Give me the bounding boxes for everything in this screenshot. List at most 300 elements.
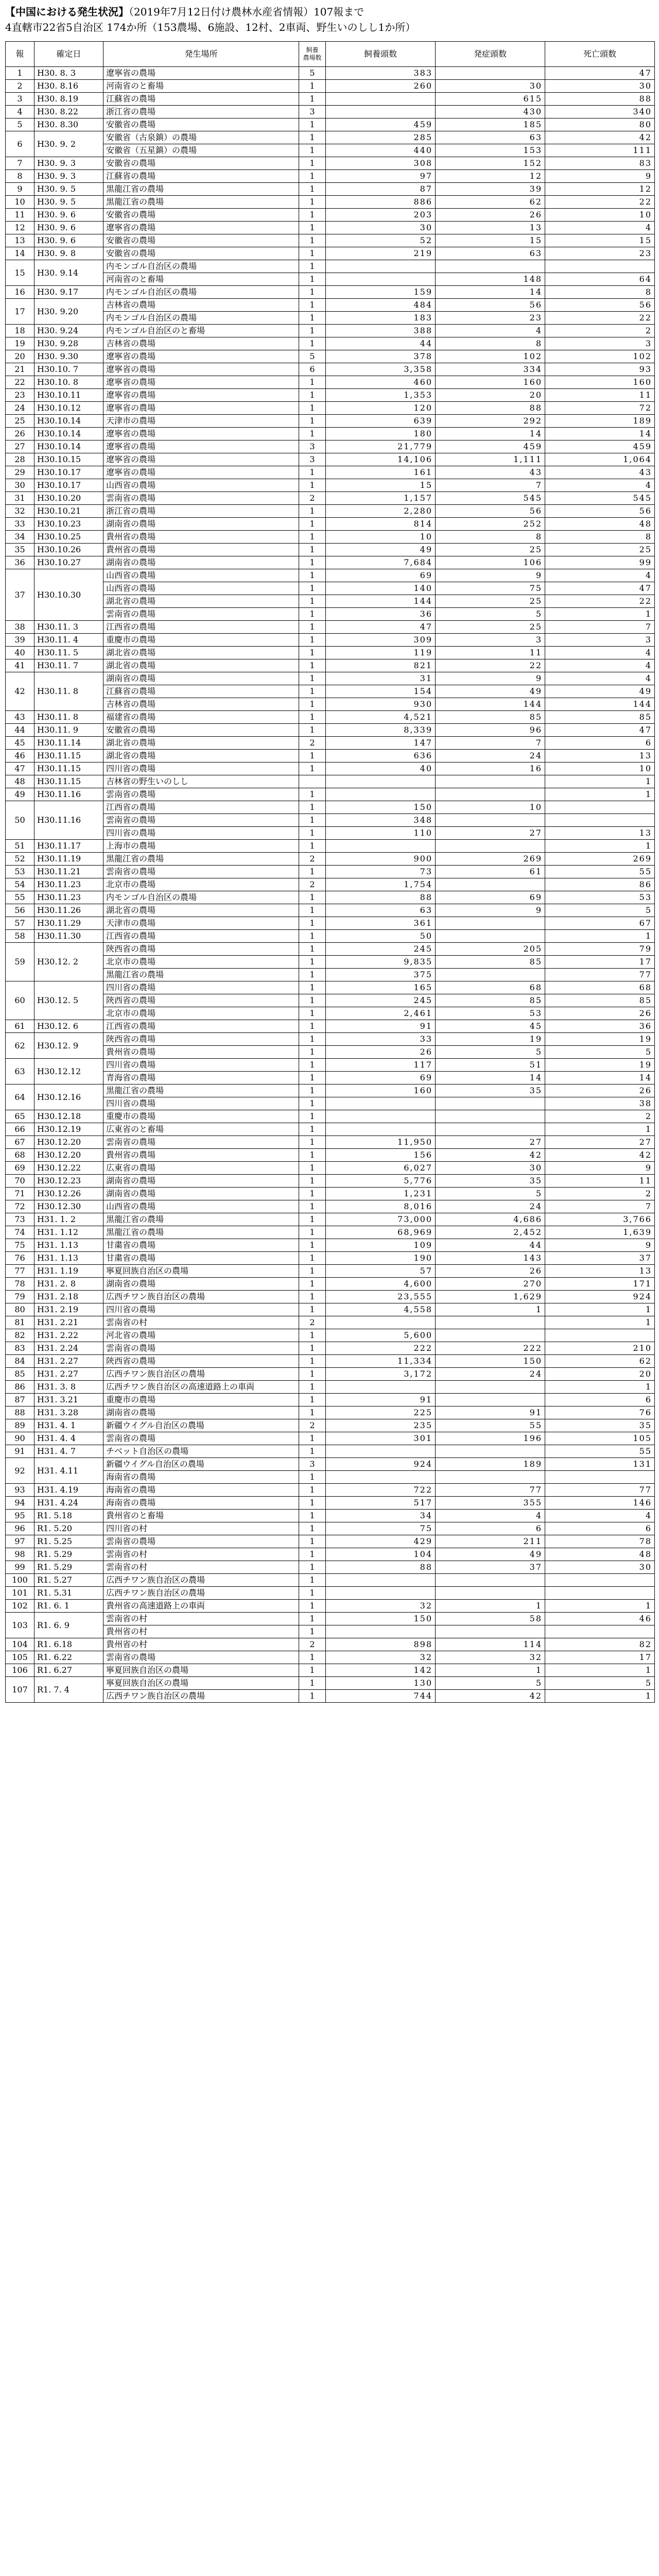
location-cell: 寧夏回族自治区の農場 [103, 1677, 299, 1690]
header-line-1 [5, 4, 654, 20]
dead-count-cell: 14 [545, 1072, 655, 1084]
sick-count-cell [436, 1587, 545, 1600]
sick-count-cell: 63 [436, 247, 545, 260]
farm-count-cell: 1 [299, 621, 326, 634]
table-row [6, 1471, 655, 1484]
confirm-date-cell: H30.11. 3 [34, 621, 103, 634]
raised-count-cell [326, 1574, 436, 1587]
report-no-cell: 47 [6, 762, 34, 775]
farm-count-cell: 1 [299, 569, 326, 582]
farm-count-cell: 1 [299, 389, 326, 402]
confirm-date-cell: H30.11.14 [34, 737, 103, 750]
table-row [6, 1226, 655, 1239]
dead-count-cell: 56 [545, 299, 655, 312]
sick-count-cell [436, 260, 545, 273]
table-row [6, 1638, 655, 1651]
confirm-date-cell: H30.10.17 [34, 466, 103, 479]
farm-count-cell: 1 [299, 1084, 326, 1097]
report-no-cell: 105 [6, 1651, 34, 1664]
confirm-date-cell: H30.10.17 [34, 479, 103, 492]
table-row [6, 1651, 655, 1664]
dead-count-cell: 68 [545, 981, 655, 994]
sick-count-cell: 39 [436, 183, 545, 196]
report-no-cell: 77 [6, 1265, 34, 1278]
sick-count-cell: 153 [436, 144, 545, 157]
location-cell: 山西省の農場 [103, 582, 299, 595]
location-cell: 遼寧省の農場 [103, 402, 299, 415]
report-no-cell: 70 [6, 1175, 34, 1188]
sick-count-cell: 85 [436, 711, 545, 724]
raised-count-cell: 15 [326, 479, 436, 492]
dead-count-cell: 7 [545, 1200, 655, 1213]
raised-count-cell: 1,157 [326, 492, 436, 505]
raised-count-cell: 88 [326, 891, 436, 904]
raised-count-cell: 308 [326, 157, 436, 170]
raised-count-cell [326, 1097, 436, 1110]
raised-count-cell: 73 [326, 866, 436, 878]
col-header-report-no: 報 [6, 42, 34, 67]
raised-count-cell: 75 [326, 1522, 436, 1535]
table-row [6, 1239, 655, 1252]
table-row [6, 1007, 655, 1020]
raised-count-cell: 484 [326, 299, 436, 312]
raised-count-cell: 52 [326, 234, 436, 247]
table-row [6, 775, 655, 788]
report-no-cell: 21 [6, 363, 34, 376]
dead-count-cell: 1 [545, 840, 655, 853]
table-row [6, 209, 655, 222]
dead-count-cell: 46 [545, 1613, 655, 1625]
report-no-cell: 67 [6, 1136, 34, 1149]
sick-count-cell: 24 [436, 1368, 545, 1381]
location-cell: 江西省の農場 [103, 930, 299, 943]
confirm-date-cell: H30.11.16 [34, 788, 103, 801]
location-cell: 陝西省の農場 [103, 994, 299, 1007]
sick-count-cell [436, 775, 545, 788]
location-cell: 安徽省の農場 [103, 157, 299, 170]
sick-count-cell [436, 814, 545, 827]
report-no-cell: 82 [6, 1329, 34, 1342]
page-title: 【中国における発生状況】 [5, 6, 129, 18]
table-row [6, 556, 655, 569]
sick-count-cell: 35 [436, 1084, 545, 1097]
raised-count-cell: 44 [326, 337, 436, 350]
table-row [6, 840, 655, 853]
sick-count-cell: 16 [436, 762, 545, 775]
location-cell: 吉林省の野生いのしし [103, 775, 299, 788]
raised-count-cell: 260 [326, 80, 436, 93]
farm-count-cell: 1 [299, 466, 326, 479]
report-no-cell: 20 [6, 350, 34, 363]
report-no-cell: 63 [6, 1059, 34, 1084]
table-row [6, 1149, 655, 1162]
table-row [6, 337, 655, 350]
sick-count-cell: 292 [436, 415, 545, 428]
report-no-cell: 35 [6, 544, 34, 556]
dead-count-cell: 545 [545, 492, 655, 505]
sick-count-cell: 27 [436, 1136, 545, 1149]
table-row [6, 1213, 655, 1226]
table-row [6, 1548, 655, 1561]
report-no-cell: 81 [6, 1316, 34, 1329]
location-cell: 海南省の農場 [103, 1471, 299, 1484]
farm-count-cell: 1 [299, 428, 326, 440]
raised-count-cell: 110 [326, 827, 436, 840]
farm-count-cell: 1 [299, 1278, 326, 1291]
farm-count-cell: 1 [299, 685, 326, 698]
location-cell: 湖南省の農場 [103, 1278, 299, 1291]
table-row [6, 595, 655, 608]
table-row [6, 466, 655, 479]
dead-count-cell: 10 [545, 209, 655, 222]
table-row [6, 1458, 655, 1471]
sick-count-cell: 7 [436, 737, 545, 750]
dead-count-cell: 17 [545, 1651, 655, 1664]
raised-count-cell: 23,555 [326, 1291, 436, 1303]
location-cell: 内モンゴル自治区の農場 [103, 891, 299, 904]
raised-count-cell [326, 106, 436, 118]
confirm-date-cell: H30. 9. 2 [34, 131, 103, 157]
dead-count-cell: 67 [545, 917, 655, 930]
sick-count-cell: 15 [436, 234, 545, 247]
table-row [6, 1252, 655, 1265]
table-row [6, 827, 655, 840]
raised-count-cell: 117 [326, 1059, 436, 1072]
report-no-cell: 60 [6, 981, 34, 1020]
table-row [6, 234, 655, 247]
report-no-cell: 29 [6, 466, 34, 479]
sick-count-cell: 270 [436, 1278, 545, 1291]
farm-count-cell: 1 [299, 1097, 326, 1110]
sick-count-cell: 49 [436, 1548, 545, 1561]
location-cell: 黒龍江省の農場 [103, 196, 299, 209]
confirm-date-cell: H30. 8.16 [34, 80, 103, 93]
farm-count-cell: 3 [299, 106, 326, 118]
sick-count-cell: 30 [436, 80, 545, 93]
farm-count-cell: 1 [299, 1213, 326, 1226]
confirm-date-cell: H30.12.12 [34, 1059, 103, 1084]
raised-count-cell [326, 1381, 436, 1394]
sick-count-cell: 252 [436, 518, 545, 531]
dead-count-cell: 79 [545, 943, 655, 956]
farm-count-cell: 1 [299, 531, 326, 544]
location-cell: 黒龍江省の農場 [103, 183, 299, 196]
farm-count-cell: 1 [299, 981, 326, 994]
dead-count-cell: 19 [545, 1059, 655, 1072]
sick-count-cell: 5 [436, 1046, 545, 1059]
report-no-cell: 33 [6, 518, 34, 531]
report-no-cell: 59 [6, 943, 34, 981]
location-cell: 安徽省の農場 [103, 209, 299, 222]
location-cell: 四川省の農場 [103, 827, 299, 840]
table-row [6, 1535, 655, 1548]
farm-count-cell: 1 [299, 415, 326, 428]
confirm-date-cell: H30. 9.20 [34, 299, 103, 325]
location-cell: 遼寧省の農場 [103, 350, 299, 363]
report-no-cell: 106 [6, 1664, 34, 1677]
report-no-cell: 25 [6, 415, 34, 428]
farm-count-cell: 1 [299, 222, 326, 234]
farm-count-cell: 2 [299, 1638, 326, 1651]
farm-count-cell: 1 [299, 479, 326, 492]
table-row [6, 672, 655, 685]
location-cell: 雲南省の農場 [103, 1432, 299, 1445]
raised-count-cell: 886 [326, 196, 436, 209]
confirm-date-cell: R1. 6.22 [34, 1651, 103, 1664]
report-no-cell: 71 [6, 1188, 34, 1200]
raised-count-cell: 3,358 [326, 363, 436, 376]
farm-count-cell: 1 [299, 1007, 326, 1020]
farm-count-cell: 3 [299, 440, 326, 453]
sick-count-cell: 9 [436, 569, 545, 582]
farm-count-cell: 1 [299, 1677, 326, 1690]
table-row [6, 1510, 655, 1522]
confirm-date-cell: H30.11.29 [34, 917, 103, 930]
farm-count-cell: 1 [299, 1574, 326, 1587]
confirm-date-cell: H30.10.14 [34, 415, 103, 428]
table-row [6, 1110, 655, 1123]
raised-count-cell: 57 [326, 1265, 436, 1278]
farm-count-cell: 1 [299, 1200, 326, 1213]
confirm-date-cell: H30. 9. 5 [34, 183, 103, 196]
raised-count-cell [326, 1123, 436, 1136]
confirm-date-cell: R1. 7. 4 [34, 1677, 103, 1703]
raised-count-cell: 8,339 [326, 724, 436, 737]
confirm-date-cell: H30.10.11 [34, 389, 103, 402]
table-row [6, 1664, 655, 1677]
dead-count-cell: 4 [545, 479, 655, 492]
raised-count-cell: 814 [326, 518, 436, 531]
table-row [6, 930, 655, 943]
dead-count-cell: 14 [545, 428, 655, 440]
location-cell: 海南省の農場 [103, 1484, 299, 1497]
report-no-cell: 8 [6, 170, 34, 183]
location-cell: 山西省の農場 [103, 569, 299, 582]
farm-count-cell: 1 [299, 1149, 326, 1162]
dead-count-cell: 171 [545, 1278, 655, 1291]
sick-count-cell [436, 840, 545, 853]
farm-count-cell: 5 [299, 67, 326, 80]
location-cell: 雲南省の農場 [103, 492, 299, 505]
sick-count-cell: 102 [436, 350, 545, 363]
raised-count-cell: 49 [326, 544, 436, 556]
raised-count-cell [326, 1471, 436, 1484]
table-row [6, 376, 655, 389]
confirm-date-cell: H31. 2.18 [34, 1291, 103, 1303]
raised-count-cell: 97 [326, 170, 436, 183]
raised-count-cell [326, 775, 436, 788]
confirm-date-cell: H30.12. 6 [34, 1020, 103, 1033]
confirm-date-cell: H30.11. 5 [34, 647, 103, 659]
sick-count-cell: 9 [436, 672, 545, 685]
dead-count-cell: 269 [545, 853, 655, 866]
confirm-date-cell: H30.11.21 [34, 866, 103, 878]
location-cell: 江蘇省の農場 [103, 685, 299, 698]
dead-count-cell: 11 [545, 1175, 655, 1188]
dead-count-cell: 102 [545, 350, 655, 363]
raised-count-cell: 10 [326, 531, 436, 544]
report-no-cell: 30 [6, 479, 34, 492]
table-row [6, 518, 655, 531]
farm-count-cell: 1 [299, 1587, 326, 1600]
dead-count-cell: 10 [545, 762, 655, 775]
location-cell: 広西チワン族自治区の農場 [103, 1587, 299, 1600]
raised-count-cell: 33 [326, 1033, 436, 1046]
location-cell: 重慶市の農場 [103, 1110, 299, 1123]
sick-count-cell: 1 [436, 1600, 545, 1613]
raised-count-cell: 180 [326, 428, 436, 440]
confirm-date-cell: H30. 8.19 [34, 93, 103, 106]
confirm-date-cell: H31. 1.13 [34, 1239, 103, 1252]
report-no-cell: 101 [6, 1587, 34, 1600]
confirm-date-cell: H30.12.20 [34, 1149, 103, 1162]
location-cell: 上海市の農場 [103, 840, 299, 853]
farm-count-cell: 1 [299, 801, 326, 814]
confirm-date-cell: H31. 1.19 [34, 1265, 103, 1278]
location-cell: 遼寧省の農場 [103, 453, 299, 466]
report-no-cell: 85 [6, 1368, 34, 1381]
dead-count-cell: 189 [545, 415, 655, 428]
sick-count-cell [436, 1110, 545, 1123]
raised-count-cell: 32 [326, 1600, 436, 1613]
sick-count-cell: 51 [436, 1059, 545, 1072]
confirm-date-cell: H30. 9.28 [34, 337, 103, 350]
table-row [6, 711, 655, 724]
confirm-date-cell: H30. 9.17 [34, 286, 103, 299]
farm-count-cell: 1 [299, 672, 326, 685]
sick-count-cell [436, 1097, 545, 1110]
table-row [6, 891, 655, 904]
location-cell: 安徽省（古泉鎮）の農場 [103, 131, 299, 144]
farm-count-cell: 1 [299, 1561, 326, 1574]
raised-count-cell: 235 [326, 1419, 436, 1432]
location-cell: 青海省の農場 [103, 1072, 299, 1084]
raised-count-cell: 361 [326, 917, 436, 930]
sick-count-cell: 4 [436, 325, 545, 337]
report-no-cell: 99 [6, 1561, 34, 1574]
farm-count-cell: 1 [299, 1239, 326, 1252]
report-no-cell: 41 [6, 659, 34, 672]
raised-count-cell: 109 [326, 1239, 436, 1252]
sick-count-cell: 222 [436, 1342, 545, 1355]
sick-count-cell: 96 [436, 724, 545, 737]
raised-count-cell: 47 [326, 621, 436, 634]
raised-count-cell: 722 [326, 1484, 436, 1497]
dead-count-cell: 77 [545, 969, 655, 981]
sick-count-cell [436, 1574, 545, 1587]
dead-count-cell: 93 [545, 363, 655, 376]
raised-count-cell: 245 [326, 994, 436, 1007]
dead-count-cell: 9 [545, 1239, 655, 1252]
report-no-cell: 37 [6, 569, 34, 621]
location-cell: 江西省の農場 [103, 621, 299, 634]
confirm-date-cell: H30.11. 8 [34, 711, 103, 724]
report-no-cell: 93 [6, 1484, 34, 1497]
raised-count-cell: 91 [326, 1020, 436, 1033]
dead-count-cell: 210 [545, 1342, 655, 1355]
farm-count-cell: 1 [299, 698, 326, 711]
sick-count-cell: 19 [436, 1033, 545, 1046]
confirm-date-cell: H31. 2. 8 [34, 1278, 103, 1291]
location-cell: 雲南省の村 [103, 1561, 299, 1574]
report-no-cell: 98 [6, 1548, 34, 1561]
location-cell: 遼寧省の農場 [103, 67, 299, 80]
confirm-date-cell: H30.10.12 [34, 402, 103, 415]
report-no-cell: 45 [6, 737, 34, 750]
dead-count-cell: 42 [545, 131, 655, 144]
report-header [5, 4, 654, 35]
dead-count-cell: 4 [545, 647, 655, 659]
location-cell: 貴州省の農場 [103, 1149, 299, 1162]
farm-count-cell: 1 [299, 1252, 326, 1265]
dead-count-cell: 56 [545, 505, 655, 518]
raised-count-cell [326, 93, 436, 106]
outbreak-table-container [5, 41, 654, 1703]
confirm-date-cell: H31. 4.19 [34, 1484, 103, 1497]
table-row [6, 260, 655, 273]
report-no-cell: 75 [6, 1239, 34, 1252]
confirm-date-cell: H31. 4.24 [34, 1497, 103, 1510]
dead-count-cell: 13 [545, 750, 655, 762]
farm-count-cell: 1 [299, 337, 326, 350]
raised-count-cell: 285 [326, 131, 436, 144]
farm-count-cell: 1 [299, 505, 326, 518]
location-cell: 天津市の農場 [103, 917, 299, 930]
dead-count-cell [545, 1329, 655, 1342]
farm-count-cell: 1 [299, 1497, 326, 1510]
sick-count-cell: 205 [436, 943, 545, 956]
table-row [6, 582, 655, 595]
confirm-date-cell: H31. 2.24 [34, 1342, 103, 1355]
report-no-cell: 84 [6, 1355, 34, 1368]
report-no-cell: 34 [6, 531, 34, 544]
dead-count-cell: 144 [545, 698, 655, 711]
sick-count-cell [436, 930, 545, 943]
raised-count-cell: 375 [326, 969, 436, 981]
table-row [6, 788, 655, 801]
dead-count-cell: 76 [545, 1406, 655, 1419]
farm-count-cell: 1 [299, 1432, 326, 1445]
dead-count-cell [545, 1625, 655, 1638]
dead-count-cell: 5 [545, 1046, 655, 1059]
raised-count-cell: 165 [326, 981, 436, 994]
dead-count-cell: 2 [545, 1110, 655, 1123]
location-cell: 黒龍江省の農場 [103, 969, 299, 981]
farm-count-cell: 1 [299, 1445, 326, 1458]
col-header-farm-count: 飼養 農場数 [299, 42, 326, 67]
dead-count-cell: 48 [545, 1548, 655, 1561]
location-cell: 遼寧省の農場 [103, 428, 299, 440]
raised-count-cell: 73,000 [326, 1213, 436, 1226]
raised-count-cell: 639 [326, 415, 436, 428]
table-row [6, 505, 655, 518]
sick-count-cell: 14 [436, 1072, 545, 1084]
location-cell: 貴州省の村 [103, 1638, 299, 1651]
sick-count-cell: 1 [436, 1303, 545, 1316]
farm-count-cell: 2 [299, 492, 326, 505]
table-row [6, 647, 655, 659]
sick-count-cell: 88 [436, 402, 545, 415]
table-row [6, 80, 655, 93]
location-cell: 広西チワン族自治区の農場 [103, 1368, 299, 1381]
dead-count-cell: 4 [545, 1510, 655, 1522]
table-row [6, 196, 655, 209]
location-cell: 遼寧省の農場 [103, 376, 299, 389]
report-no-cell: 40 [6, 647, 34, 659]
dead-count-cell: 22 [545, 196, 655, 209]
dead-count-cell: 1,064 [545, 453, 655, 466]
dead-count-cell: 35 [545, 1419, 655, 1432]
